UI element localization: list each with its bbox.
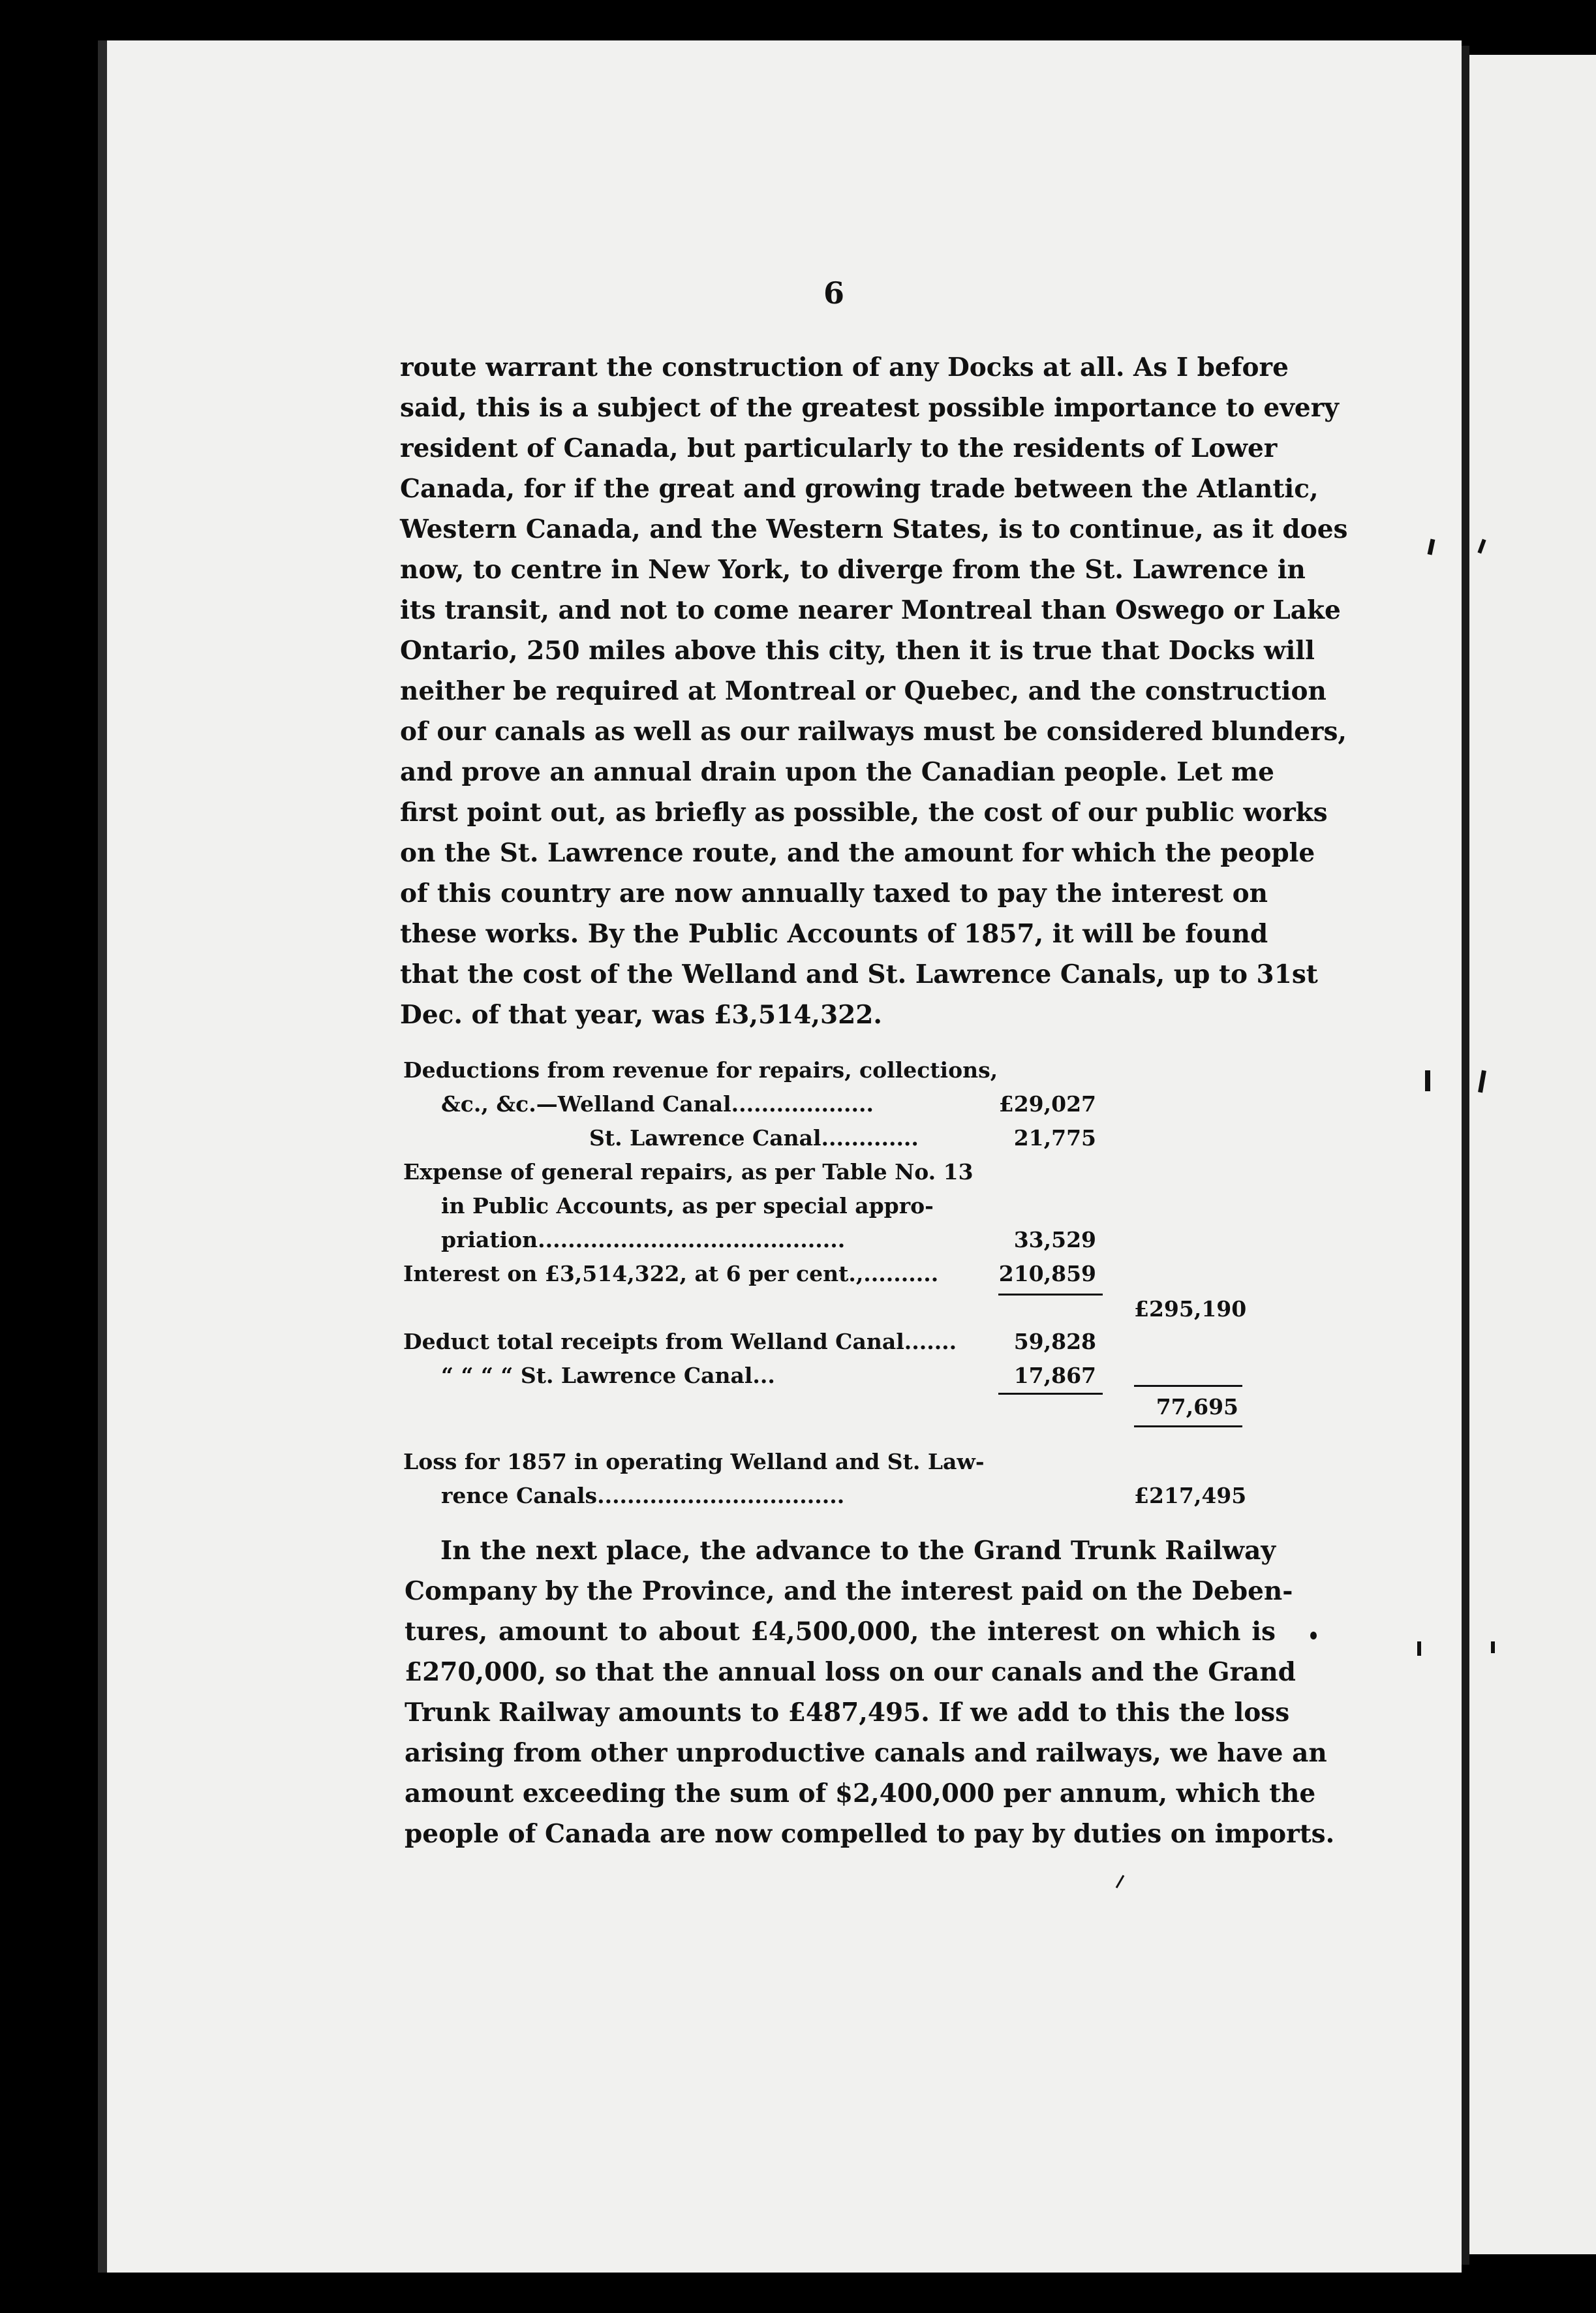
ledger-row xyxy=(403,1359,1251,1393)
ledger-total: £217,495 xyxy=(1134,1483,1247,1508)
ledger-label: &c., &c.—Welland Canal................... xyxy=(441,1091,874,1117)
scan-speck xyxy=(1491,1641,1495,1653)
ledger-amount: 210,859 xyxy=(998,1261,1096,1286)
ledger-label: priation......................................... xyxy=(441,1227,846,1252)
ledger-label: Deductions from revenue for repairs, collections, xyxy=(403,1057,998,1083)
text-line: In the next place, the advance to the Grand Trunk Railway xyxy=(440,1536,1276,1566)
text-line: these works. By the Public Accounts of 1857, it will be found xyxy=(400,919,1268,949)
text-line: Company by the Province, and the interest paid on the Deben- xyxy=(405,1576,1293,1606)
ledger-row xyxy=(403,1121,1251,1155)
page-number: 6 xyxy=(823,275,844,311)
sum-rule xyxy=(1134,1425,1242,1427)
text-line: neither be required at Montreal or Quebec, and the construction xyxy=(400,676,1327,706)
ledger-row xyxy=(403,1053,1251,1087)
ledger-label: St. Lawrence Canal............. xyxy=(589,1125,919,1151)
ledger-row xyxy=(403,1155,1251,1189)
scan-speck xyxy=(1425,1070,1430,1091)
ledger-label: Interest on £3,514,322, at 6 per cent.,.......... xyxy=(403,1261,939,1286)
text-line: of our canals as well as our railways must be considered blunders, xyxy=(400,717,1347,747)
text-line: £270,000, so that the annual loss on our canals and the Grand xyxy=(405,1657,1296,1687)
ledger-amount: 21,775 xyxy=(1013,1125,1096,1151)
sum-rule xyxy=(998,1294,1103,1296)
text-line: amount exceeding the sum of $2,400,000 per annum, which the xyxy=(405,1778,1316,1808)
sum-rule xyxy=(998,1393,1103,1395)
text-line: its transit, and not to come nearer Montreal than Oswego or Lake xyxy=(400,595,1341,625)
text-line: tures, amount to about £4,500,000, the interest on which is xyxy=(405,1617,1276,1647)
adjacent-page-edge xyxy=(1469,55,1596,2254)
paragraph-1 xyxy=(400,347,1348,1035)
ledger-amount: £29,027 xyxy=(998,1091,1096,1117)
text-line: of this country are now annually taxed to pay the interest on xyxy=(400,878,1268,908)
ledger-row xyxy=(403,1189,1251,1223)
ledger-amount: 77,695 xyxy=(1156,1394,1238,1420)
ledger-label: rence Canals................................. xyxy=(441,1483,845,1508)
text-line: route warrant the construction of any Docks at all. As I before xyxy=(400,352,1289,382)
text-line: Dec. of that year, was £3,514,322. xyxy=(400,1000,882,1030)
text-line: that the cost of the Welland and St. Lawrence Canals, up to 31st xyxy=(400,959,1318,989)
ledger-row xyxy=(403,1291,1251,1325)
text-line: said, this is a subject of the greatest possible importance to every xyxy=(400,393,1339,423)
ledger-label: Loss for 1857 in operating Welland and St. Law- xyxy=(403,1449,985,1474)
ledger-row xyxy=(403,1393,1251,1427)
ledger-amount: 33,529 xyxy=(1013,1227,1096,1252)
ledger-label: Deduct total receipts from Welland Canal....... xyxy=(403,1329,957,1354)
ledger-row xyxy=(403,1445,1251,1479)
ledger-row xyxy=(403,1257,1251,1291)
ledger-amount: 17,867 xyxy=(1013,1363,1096,1388)
ledger-row xyxy=(403,1223,1251,1257)
text-line: Ontario, 250 miles above this city, then it is true that Docks will xyxy=(400,636,1315,666)
sum-rule xyxy=(1134,1385,1242,1387)
text-line: Trunk Railway amounts to £487,495. If we add to this the loss xyxy=(405,1698,1290,1728)
text-line: Canada, for if the great and growing trade between the Atlantic, xyxy=(400,474,1319,504)
text-line: arising from other unproductive canals and railways, we have an xyxy=(405,1738,1327,1768)
text-line: and prove an annual drain upon the Canadian people. Let me xyxy=(400,757,1274,787)
ledger-label: “ “ “ “ St. Lawrence Canal... xyxy=(441,1363,775,1388)
ledger-subtotal: £295,190 xyxy=(1134,1296,1247,1322)
text-line: first point out, as briefly as possible, the cost of our public works xyxy=(400,798,1328,828)
paragraph-2 xyxy=(405,1530,1335,1854)
ledger-row xyxy=(403,1479,1251,1513)
ledger-row xyxy=(403,1325,1251,1359)
ledger-row xyxy=(403,1087,1251,1121)
scan-speck xyxy=(1310,1632,1317,1639)
text-line: resident of Canada, but particularly to the residents of Lower xyxy=(400,433,1278,463)
text-line: people of Canada are now compelled to pay by duties on imports. xyxy=(405,1819,1335,1849)
ledger-label: in Public Accounts, as per special appro- xyxy=(441,1193,934,1219)
text-line: now, to centre in New York, to diverge from the St. Lawrence in xyxy=(400,555,1306,585)
ledger-amount: 59,828 xyxy=(1013,1329,1096,1354)
ledger-label: Expense of general repairs, as per Table No. 13 xyxy=(403,1159,974,1185)
text-line: Western Canada, and the Western States, is to continue, as it does xyxy=(400,514,1348,544)
text-line: on the St. Lawrence route, and the amount for which the people xyxy=(400,838,1315,868)
canal-accounts-table xyxy=(403,1053,1251,1513)
scan-speck xyxy=(1417,1641,1421,1656)
